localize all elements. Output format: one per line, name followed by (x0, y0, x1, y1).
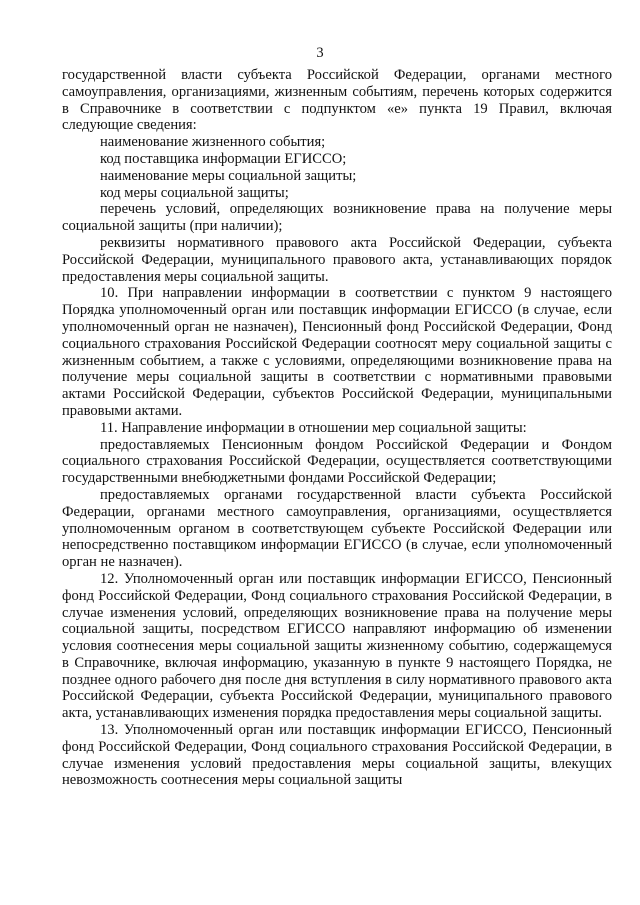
paragraph-clause-11-authorities: предоставляемых органами государственной власти субъекта Российской Федерации, органами местного самоуправления, организациями, осуществляется уполномоченным органом в соответствующем субъекте Российской Федерации или непосредственно поставщиком информации ЕГИССО (в случае, если уполномоченный орган не назначен). (62, 486, 612, 571)
paragraph-clause-11-funds: предоставляемых Пенсионным фондом Российской Федерации и Фондом социального страхования Российской Федерации, осуществляется соответствующими государственными внебюджетными фондами Российской Федерации; (62, 436, 612, 487)
paragraph-clause-12: 12. Уполномоченный орган или поставщик информации ЕГИССО, Пенсионный фонд Российской Федерации, Фонд социального страхования Российской Федерации, в случае изменения условий, определяющих возникновение права на получение меры социальной защиты, посредством ЕГИССО направляют информацию об изменении условия соотнесения меры социальной защиты жизненному событию, содержащемуся в Справочнике, включая информацию, указанную в пункте 9 настоящего Порядка, не позднее одного рабочего дня после дня вступления в силу нормативного правового акта Российской Федерации, субъекта Российской Федерации, муниципального правового акта, устанавливающих изменения порядка предоставления меры социальной защиты. (62, 570, 612, 722)
document-body (62, 67, 612, 789)
list-item-provider-code: код поставщика информации ЕГИССО; (100, 150, 347, 167)
paragraph-clause-10: 10. При направлении информации в соответствии с пунктом 9 настоящего Порядка уполномоченный орган или поставщик информации ЕГИССО (в случае, если уполномоченный орган не назначен), Пенсионный фонд Российской Федерации, Фонд социального страхования Российской Федерации соотносят меру социальной защиты с жизненным событием, а также с условиями, определяющими возникновение права на получение меры социальной защиты в соответствии с нормативными правовыми актами Российской Федерации, субъектов Российской Федерации, муниципальными правовыми актами. (62, 285, 612, 419)
list-item-conditions: перечень условий, определяющих возникновение права на получение меры социальной защиты (при наличии); (62, 201, 612, 235)
paragraph-clause-11: 11. Направление информации в отношении мер социальной защиты: (100, 419, 527, 436)
paragraph-continuation: государственной власти субъекта Российской Федерации, органами местного самоуправления, организациями, жизненным событиям, перечень которых содержится в Справочнике в соответствии с подпунктом «е» пункта 19 Правил, включая следующие сведения: (62, 67, 612, 134)
list-item-measure-code: код меры социальной защиты; (100, 184, 289, 201)
list-item-legal-act-details: реквизиты нормативного правового акта Российской Федерации, субъекта Российской Федерации, муниципального правового акта, устанавливающих порядок предоставления меры социальной защиты. (62, 234, 612, 285)
paragraph-clause-13: 13. Уполномоченный орган или поставщик информации ЕГИССО, Пенсионный фонд Российской Федерации, Фонд социального страхования Российской Федерации, в случае изменения условий предоставления меры социальной защиты, влекущих невозможность соотнесения меры социальной защиты (62, 722, 612, 789)
list-item-measure-name: наименование меры социальной защиты; (100, 167, 357, 184)
page-number: 3 (316, 45, 324, 61)
list-item-life-event-name: наименование жизненного события; (100, 134, 326, 151)
